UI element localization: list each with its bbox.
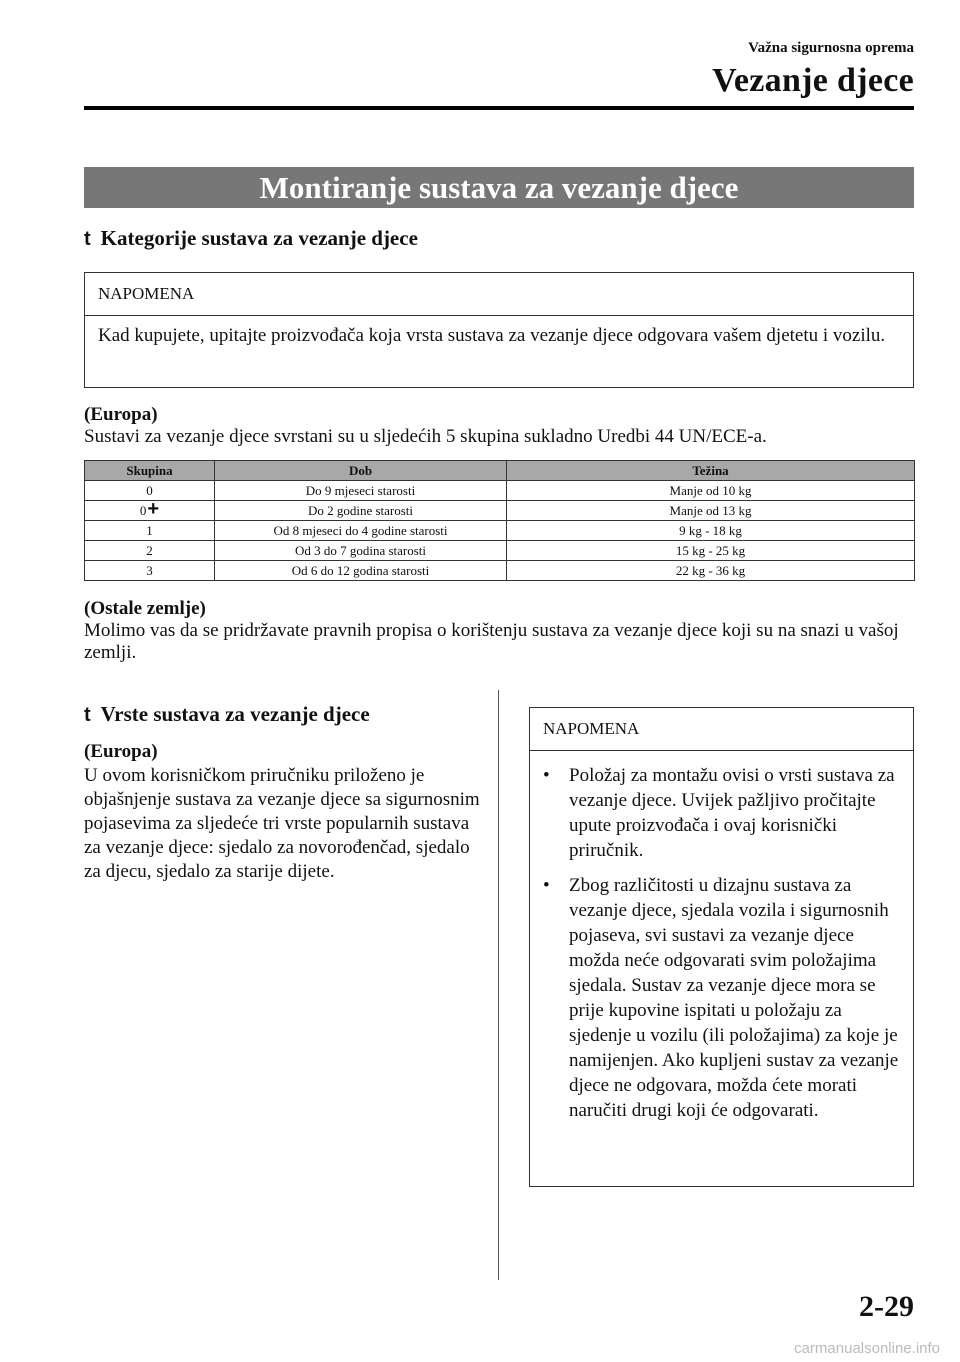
note-label: NAPOMENA	[85, 273, 913, 316]
chapter-title: Vezanje djece	[712, 62, 914, 99]
table-header-cell: Dob	[215, 461, 507, 481]
chapter-subtitle: Važna sigurnosna oprema	[748, 40, 914, 56]
europe-text: Sustavi za vezanje djece svrstani su u sljedećih 5 skupina sukladno Uredbi 44 UN/ECE-a.	[84, 426, 767, 447]
groups-table	[84, 460, 915, 581]
table-header-cell: Težina	[507, 461, 915, 481]
note-box	[84, 272, 914, 388]
table-cell: Manje od 13 kg	[507, 501, 915, 521]
note-text: Kad kupujete, upitajte proizvođača koja vrsta sustava za vezanje djece odgovara vašem djetetu i vozilu.	[98, 325, 886, 346]
europe-paragraph	[84, 404, 920, 448]
table-row	[85, 561, 915, 581]
bullet-text: Zbog različitosti u dizajnu sustava za vezanje djece, sjedala vozila i sigurnosnih pojaseva, svi sustavi za vezanje djece možda neće odgovarati svim položajima sjedala. Sustav za vezanje djece mora se prije kupovine ispitati u položaju za sjedenje u vozilu (ili položajima) za koje je namijenjen. Ako kupljeni sustav za vezanje djece ne odgovara, možda ćete morati naručiti drugi koji će odgovarati.	[569, 875, 899, 1121]
types-europe-title: (Europa)	[84, 741, 158, 762]
bullet-text: Položaj za montažu ovisi o vrsti sustava za vezanje djece. Uvijek pažljivo pročitajte upute proizvođača i ovaj korisnički priručnik.	[569, 765, 895, 861]
table-cell: Do 2 godine starosti	[215, 501, 507, 521]
section-heading-types	[84, 702, 370, 727]
bullet-icon: •	[543, 875, 550, 896]
other-countries-paragraph	[84, 598, 920, 664]
table-cell-value: 0	[139, 502, 147, 518]
table-cell: Do 9 mjeseci starosti	[215, 481, 507, 501]
table-cell-group	[85, 497, 215, 521]
table-cell: 0	[85, 481, 215, 501]
header-divider	[84, 106, 914, 110]
table-cell: 1	[85, 521, 215, 541]
note-box-2	[529, 707, 914, 1187]
europe-title: (Europa)	[84, 404, 158, 425]
column-divider	[498, 690, 499, 1280]
section-marker-icon: t	[84, 704, 91, 726]
table-header-cell: Skupina	[85, 461, 215, 481]
page-number: 2-29	[859, 1290, 914, 1323]
plus-icon: +	[147, 497, 160, 520]
section-heading-text: Kategorije sustava za vezanje djece	[100, 226, 418, 250]
section-heading-text: Vrste sustava za vezanje djece	[100, 702, 370, 726]
other-text: Molimo vas da se pridržavate pravnih propisa o korištenju sustava za vezanje djece koji su na snazi u vašoj zemlji.	[84, 620, 899, 663]
table-row	[85, 481, 915, 501]
table-cell: 9 kg - 18 kg	[507, 521, 915, 541]
table-cell: Od 8 mjeseci do 4 godine starosti	[215, 521, 507, 541]
table-row	[85, 541, 915, 561]
types-europe-text: U ovom korisničkom priručniku priloženo je objašnjenje sustava za vezanje djece sa sigurnosnim pojasevima za sljedeće tri vrste popularnih sustava za vezanje djece: sjedalo za novorođenčad, sjedalo za djecu, sjedalo za starije dijete.	[84, 765, 480, 882]
table-row	[85, 501, 915, 521]
other-title: (Ostale zemlje)	[84, 598, 206, 619]
table-cell: 2	[85, 541, 215, 561]
bullet-icon: •	[543, 765, 550, 786]
watermark: carmanualsonline.info	[794, 1340, 940, 1357]
note-body	[530, 751, 913, 1143]
section-heading-categories	[84, 226, 418, 251]
table-cell: 22 kg - 36 kg	[507, 561, 915, 581]
note-label: NAPOMENA	[530, 708, 913, 751]
table-cell: Od 6 do 12 godina starosti	[215, 561, 507, 581]
table-cell: 15 kg - 25 kg	[507, 541, 915, 561]
table-cell: 3	[85, 561, 215, 581]
table-cell: Od 3 do 7 godina starosti	[215, 541, 507, 561]
table-row	[85, 521, 915, 541]
note-bullet-item	[543, 763, 900, 863]
table-cell: Manje od 10 kg	[507, 481, 915, 501]
section-marker-icon: t	[84, 228, 91, 250]
types-paragraph	[84, 740, 480, 884]
note-bullet-item	[543, 873, 900, 1123]
section-banner: Montiranje sustava za vezanje djece	[84, 167, 914, 208]
table-header-row	[85, 461, 915, 481]
